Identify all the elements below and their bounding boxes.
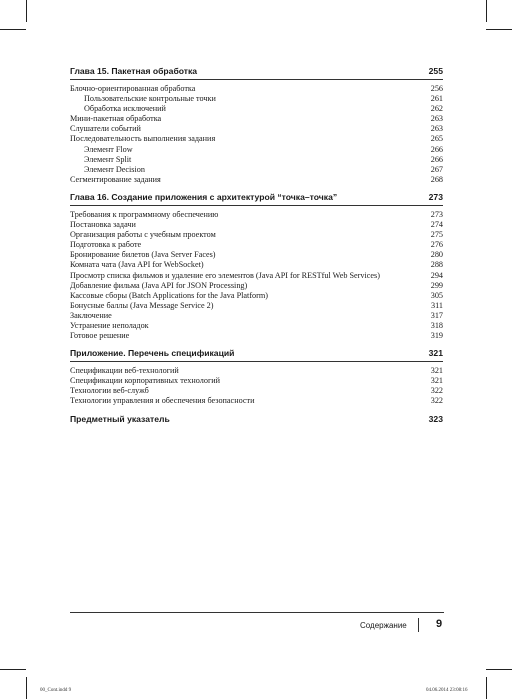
toc-entry-page: 274 xyxy=(430,220,443,230)
toc-entry-page: 288 xyxy=(430,260,443,270)
toc-entry xyxy=(70,210,443,220)
toc-entry-title: Организация работы с учебным проектом xyxy=(70,230,216,240)
chapter-heading xyxy=(70,414,443,427)
chapter-heading xyxy=(70,192,443,206)
toc-entry-page: 263 xyxy=(430,114,443,124)
toc-entry xyxy=(70,291,443,301)
toc-entry xyxy=(70,376,443,386)
crop-mark xyxy=(0,669,26,670)
crop-mark xyxy=(26,0,27,22)
toc-entry-title: Бронирование билетов (Java Server Faces) xyxy=(70,250,216,260)
toc-entry-title: Постановка задачи xyxy=(70,220,136,230)
toc-entry xyxy=(70,311,443,321)
table-of-contents xyxy=(70,66,443,434)
toc-entry-page: 321 xyxy=(430,366,443,376)
toc-entry xyxy=(70,386,443,396)
chapter-title: Глава 15. Пакетная обработка xyxy=(70,66,198,76)
toc-entry xyxy=(70,271,443,281)
toc-entry xyxy=(70,366,443,376)
toc-entry-page: 319 xyxy=(430,331,443,341)
crop-mark xyxy=(486,677,487,699)
chapter-page-number: 323 xyxy=(428,413,443,424)
toc-entry-title: Просмотр списка фильмов и удаление его элементов (Java API for RESTful Web Services) xyxy=(70,270,380,280)
toc-entry-page: 261 xyxy=(430,94,443,104)
toc-entry-page: 273 xyxy=(430,209,443,219)
toc-entry xyxy=(70,175,443,185)
toc-entry xyxy=(70,145,443,155)
toc-entry-title: Заключение xyxy=(70,310,112,320)
toc-entry xyxy=(70,114,443,124)
toc-section xyxy=(70,66,443,185)
toc-entry-title: Подготовка к работе xyxy=(70,240,142,250)
toc-entry-page: 311 xyxy=(431,300,443,310)
toc-entry xyxy=(70,230,443,240)
chapter-page-number: 273 xyxy=(428,191,443,202)
print-slug-timestamp: 04.06.2014 23:08:16 xyxy=(426,688,468,693)
toc-entry-page: 318 xyxy=(430,320,443,330)
toc-entry-page: 265 xyxy=(430,134,443,144)
footer-rule xyxy=(70,612,444,613)
toc-section xyxy=(70,192,443,341)
toc-entry-title: Элемент Flow xyxy=(84,144,133,154)
crop-mark xyxy=(486,29,512,30)
toc-entry-title: Спецификации веб-технологий xyxy=(70,366,179,376)
toc-entry-title: Готовое решение xyxy=(70,331,130,341)
toc-entry xyxy=(70,94,443,104)
chapter-title: Предметный указатель xyxy=(70,413,170,424)
toc-entry-title: Элемент Split xyxy=(84,154,132,164)
toc-entry-title: Кассовые сборы (Batch Applications for the Java Platform) xyxy=(70,290,268,300)
crop-mark xyxy=(486,0,487,22)
toc-entry-page: 266 xyxy=(430,144,443,154)
toc-entry-title: Спецификации корпоративных технологий xyxy=(70,376,221,386)
toc-entry-page: 322 xyxy=(430,386,443,396)
toc-entry-page: 262 xyxy=(430,104,443,114)
toc-entry-page: 256 xyxy=(430,84,443,93)
toc-entry xyxy=(70,220,443,230)
chapter-heading xyxy=(70,348,443,362)
toc-entry-title: Добавление фильма (Java API for JSON Processing) xyxy=(70,280,248,290)
chapter-page-number: 255 xyxy=(428,66,443,76)
toc-entry xyxy=(70,301,443,311)
toc-entry xyxy=(70,321,443,331)
toc-entry xyxy=(70,240,443,250)
toc-entry-title: Технологии управления и обеспечения безопасности xyxy=(70,396,255,406)
toc-entry xyxy=(70,250,443,260)
toc-entry-title: Бонусные баллы (Java Message Service 2) xyxy=(70,300,214,310)
toc-section xyxy=(70,348,443,406)
chapter-page-number: 321 xyxy=(428,348,443,359)
crop-mark xyxy=(0,29,26,30)
toc-entry-page: 321 xyxy=(430,376,443,386)
toc-entry xyxy=(70,165,443,175)
page-number: 9 xyxy=(436,618,443,630)
toc-entry xyxy=(70,281,443,291)
toc-entry-page: 280 xyxy=(430,250,443,260)
toc-entry-title: Пользовательские контрольные точки xyxy=(84,94,216,104)
toc-entry-title: Устранение неполадок xyxy=(70,320,149,330)
toc-entry xyxy=(70,104,443,114)
toc-entry-title: Комната чата (Java API for WebSocket) xyxy=(70,260,204,270)
chapter-heading xyxy=(70,66,443,80)
toc-entry-page: 305 xyxy=(430,290,443,300)
toc-entry-title: Элемент Decision xyxy=(84,164,145,174)
toc-entry-page: 276 xyxy=(430,240,443,250)
print-slug-file: 00_Cont.indd 9 xyxy=(40,688,72,693)
chapter-title: Приложение. Перечень спецификаций xyxy=(70,348,235,359)
toc-entry-page: 294 xyxy=(430,270,443,280)
toc-entry-page: 268 xyxy=(430,174,443,184)
chapter-title: Глава 16. Создание приложения с архитектурой “точка–точка” xyxy=(70,191,338,202)
toc-entry xyxy=(70,155,443,165)
toc-entry-page: 263 xyxy=(430,124,443,134)
toc-entry-title: Требования к программному обеспечению xyxy=(70,209,219,219)
toc-entry xyxy=(70,124,443,134)
toc-entry xyxy=(70,260,443,270)
toc-section xyxy=(70,414,443,427)
toc-entry-title: Последовательность выполнения задания xyxy=(70,134,216,144)
crop-mark xyxy=(26,677,27,699)
toc-entry-title: Технологии веб-служб xyxy=(70,386,149,396)
toc-entry-title: Обработка исключений xyxy=(84,104,166,114)
toc-entry xyxy=(70,331,443,341)
toc-entry-page: 267 xyxy=(430,164,443,174)
toc-entry-title: Сегментирование задания xyxy=(70,174,161,184)
toc-entry-page: 266 xyxy=(430,154,443,164)
toc-entry-page: 275 xyxy=(430,230,443,240)
toc-entry-page: 317 xyxy=(430,310,443,320)
toc-entry-title: Мини-пакетная обработка xyxy=(70,114,162,124)
running-footer-label: Содержание xyxy=(360,621,407,630)
toc-entry xyxy=(70,134,443,144)
toc-entry xyxy=(70,84,443,94)
toc-entry-page: 299 xyxy=(430,280,443,290)
footer-divider xyxy=(418,618,419,632)
toc-entry-title: Блочно-ориентированная обработка xyxy=(70,84,196,93)
crop-mark xyxy=(486,669,512,670)
toc-entry-page: 322 xyxy=(430,396,443,406)
toc-entry xyxy=(70,396,443,406)
toc-entry-title: Слушатели событий xyxy=(70,124,141,134)
